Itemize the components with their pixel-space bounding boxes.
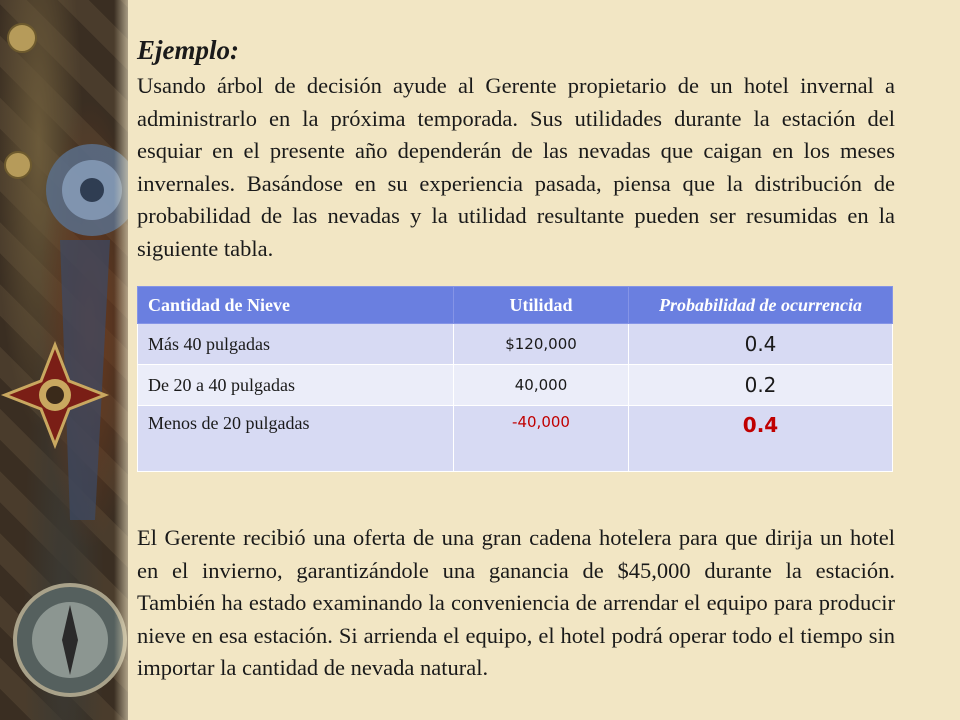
slide-content xyxy=(137,30,895,680)
cell-snow: Más 40 pulgadas xyxy=(138,324,454,365)
cell-utility: $120,000 xyxy=(454,324,629,365)
cell-snow: Menos de 20 pulgadas xyxy=(138,406,454,472)
intro-paragraph: Usando árbol de decisión ayude al Gerente propietario de un hotel invernal a administrarlo en la próxima temporada. Sus utilidades durante la estación del esquiar en el presente año dependerán de las nevadas que caigan en los meses invernales. Basándose en su experiencia pasada, piensa que la distribución de probabilidad de las nevadas y la utilidad resultante pueden ser resumidas en la siguiente tabla. xyxy=(137,73,895,261)
cell-utility: 40,000 xyxy=(454,365,629,406)
cell-probability: 0.2 xyxy=(629,365,893,406)
cell-probability: 0.4 xyxy=(629,406,893,472)
table-header-row xyxy=(138,287,893,324)
header-snow-amount: Cantidad de Nieve xyxy=(138,287,454,324)
cell-snow: De 20 a 40 pulgadas xyxy=(138,365,454,406)
medal-illustration xyxy=(0,0,128,720)
header-utility: Utilidad xyxy=(454,287,629,324)
example-heading: Ejemplo: xyxy=(137,35,239,65)
cell-utility: -40,000 xyxy=(454,406,629,472)
cell-probability: 0.4 xyxy=(629,324,893,365)
header-probability: Probabilidad de ocurrencia xyxy=(629,287,893,324)
decorative-photo-strip xyxy=(0,0,128,720)
table-row xyxy=(138,365,893,406)
table-row xyxy=(138,324,893,365)
table-row xyxy=(138,406,893,472)
offer-paragraph: El Gerente recibió una oferta de una gran cadena hotelera para que dirija un hotel en el invierno, garantizándole una ganancia de $45,000 durante la estación. También ha estado examinando la conveniencia de arrendar el equipo para producir nieve en esa estación. Si arrienda el equipo, el hotel podrá operar todo el tiempo sin importar la cantidad de nevada natural. xyxy=(137,525,895,680)
snowfall-table xyxy=(137,286,893,472)
